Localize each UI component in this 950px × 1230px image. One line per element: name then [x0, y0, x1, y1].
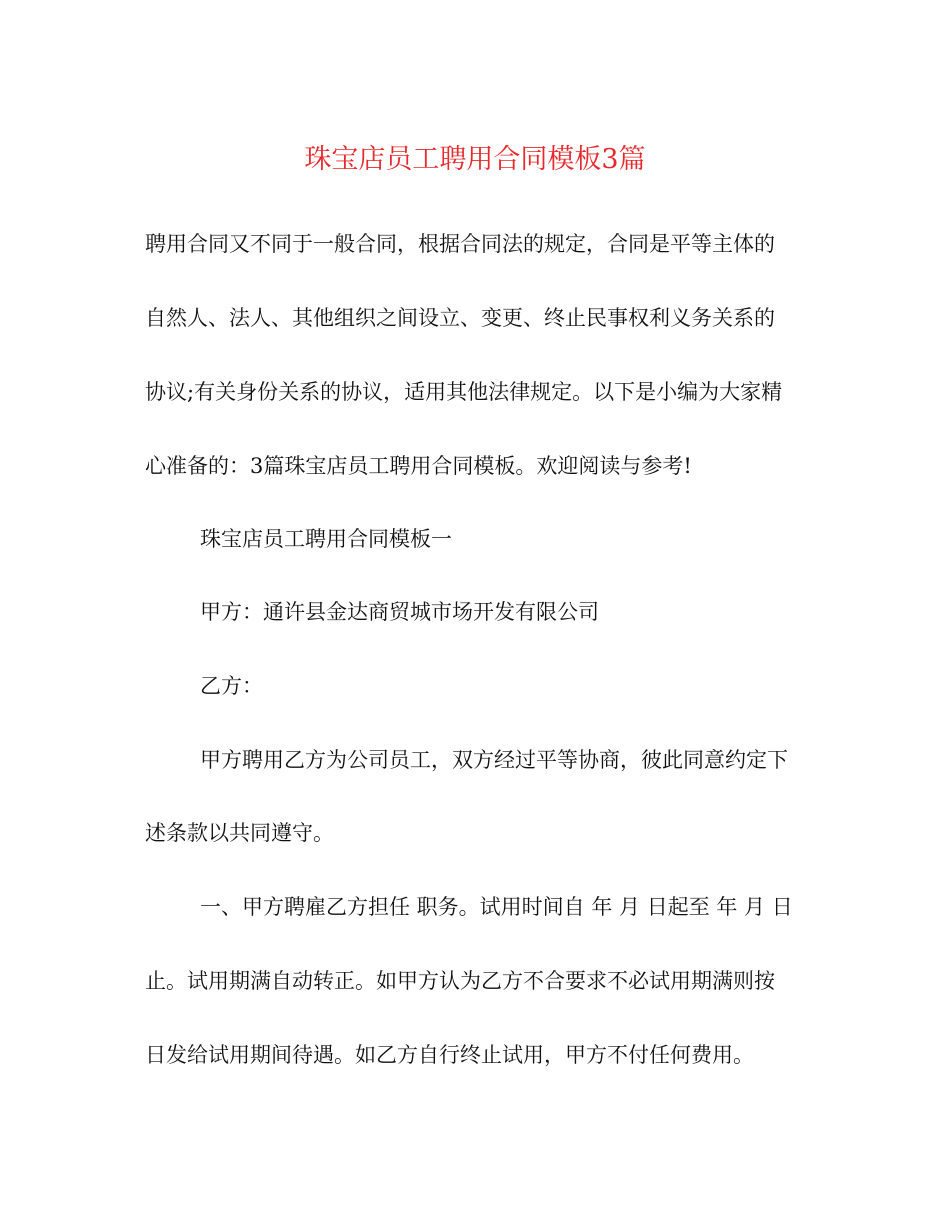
- body-line-8: 甲方聘用乙方为公司员工，双方经过平等协商，彼此同意约定下: [200, 748, 788, 772]
- party-a-line: 甲方：通许县金达商贸城市场开发有限公司: [200, 600, 599, 624]
- party-b-line: 乙方：: [200, 674, 263, 698]
- clause-1-line-2: 止。试用期满自动转正。如甲方认为乙方不合要求不必试用期满则按: [145, 969, 775, 993]
- body-line-9: 述条款以共同遵守。: [145, 821, 334, 845]
- body-line-4: 心准备的：3篇珠宝店员工聘用合同模板。欢迎阅读与参考!: [145, 454, 692, 478]
- clause-1-line-1: 一、甲方聘雇乙方担任 职务。试用时间自 年 月 日起至 年 月 日: [200, 895, 793, 919]
- section-heading: 珠宝店员工聘用合同模板一: [200, 527, 452, 551]
- document-title: 珠宝店员工聘用合同模板3篇: [304, 144, 646, 175]
- body-line-1: 聘用合同又不同于一般合同，根据合同法的规定，合同是平等主体的: [145, 232, 775, 256]
- clause-1-line-3: 日发给试用期间待遇。如乙方自行终止试用，甲方不付任何费用。: [145, 1043, 754, 1067]
- body-line-3: 协议;有关身份关系的协议，适用其他法律规定。以下是小编为大家精: [145, 380, 783, 404]
- body-line-2: 自然人、法人、其他组织之间设立、变更、终止民事权利义务关系的: [145, 306, 775, 330]
